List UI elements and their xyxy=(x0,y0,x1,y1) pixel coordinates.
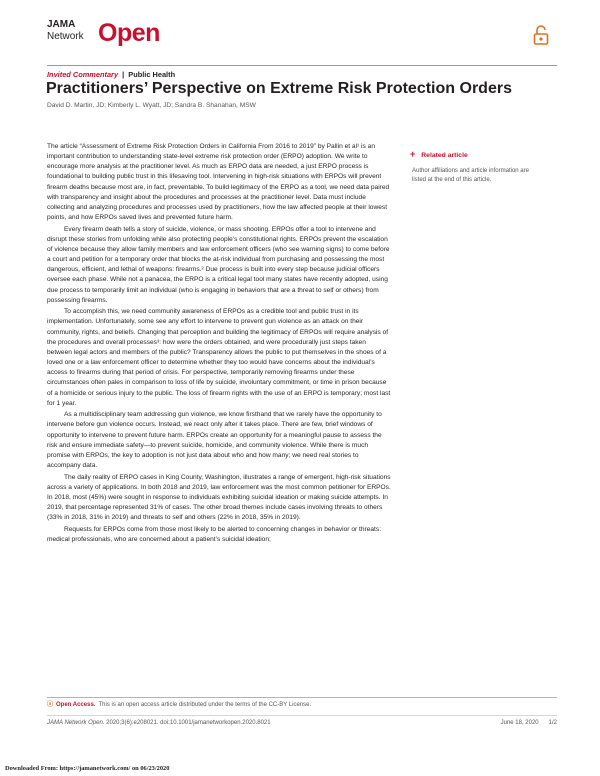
article-authors: David D. Martin, JD; Kimberly L. Wyatt, JD; Sandra B. Shanahan, MSW xyxy=(47,102,256,109)
article-body xyxy=(47,142,392,546)
footer-date-page xyxy=(470,719,557,727)
open-access-text: This is an open access article distributed under the terms of the CC-BY License. xyxy=(98,702,312,708)
related-article-link[interactable] xyxy=(410,150,468,160)
logo-network-text: Network xyxy=(47,31,84,42)
article-section-label xyxy=(47,70,175,79)
download-stamp: Downloaded From: https://jamanetwork.com/ on 06/23/2020 xyxy=(5,765,170,772)
open-access-icon: ⓐ xyxy=(47,702,54,708)
logo-jama-text: JAMA xyxy=(47,19,76,30)
footer-journal: JAMA Network Open. xyxy=(47,720,105,726)
footer-divider xyxy=(47,715,557,716)
body-paragraph: Every firearm death tells a story of suicide, violence, or mass shooting. ERPOs offer a tool to intervene and disrupt these stories from unfolding while also protecting people’s constitutional rights. ERPOs prevent the escalation of violence because they allow family members and law enforcement officers (who see warning signs) to come before a court and petition for a temporary order that blocks the at-risk individual from purchasing and possessing the most dangerous, efficient, and lethal of weapons: firearms.² Due process is built into every step because judicial officers oversee each phase. While not a panacea, the ERPO is a critical legal tool many states have recently adopted, using due process to temporarily limit an individual (who is engaging in behaviors that are a threat to self or others) from possessing firearms. xyxy=(47,225,390,304)
logo-open-text: Open xyxy=(98,19,160,47)
body-paragraph: The daily reality of ERPO cases in King County, Washington, illustrates a range of emergent, high-risk situations across a variety of applications. In both 2018 and 2019, law enforcement was the most common petitioner for ERPOs. In 2018, most (45%) were sought in response to individuals exhibiting suicidal ideation or making suicide attempts. In 2019, that percentage represented 31% of cases. The other broad themes include cases involving threats to others (33% in 2018, 31% in 2019) and threats to self and others (22% in 2018, 35% in 2019). xyxy=(47,473,391,522)
footer-citation xyxy=(47,719,271,727)
related-article-label: Related article xyxy=(421,152,468,159)
header-divider xyxy=(47,65,557,66)
footer-page-number: 1/2 xyxy=(548,720,557,726)
section-separator: | xyxy=(122,70,125,79)
open-access-lock-icon xyxy=(533,24,549,46)
body-paragraph: As a multidisciplinary team addressing gun violence, we know firsthand that we rarely have the opportunity to intervene before gun violence occurs. Instead, we react only after it takes place. There are few, brief windows of opportunity to intervene to prevent future harm. ERPOs create an opportunity for a meaningful pause to assess the risk and ensure immediate safety—to prevent suicide, homicide, and community violence. While there is much promise with ERPOs, the key to adoption is not just data about who and how many; we need real stories to accompany data. xyxy=(47,411,382,470)
open-access-label: Open Access. xyxy=(56,702,96,708)
article-title: Practitioners’ Perspective on Extreme Risk Protection Orders xyxy=(46,80,512,97)
author-affiliations-note: Author affiliations and article information are listed at the end of this article. xyxy=(412,168,529,183)
footer-date: June 18, 2020 xyxy=(500,720,539,726)
open-access-notice xyxy=(47,701,311,709)
plus-icon: + xyxy=(410,149,416,159)
jama-network-open-logo xyxy=(47,20,177,54)
article-topic: Public Health xyxy=(128,70,176,79)
body-paragraph: To accomplish this, we need community awareness of ERPOs as a credible tool and public trust in its implementation. Unfortunately, some see any effort to intervene to prevent gun violence as an attack on their community, rights, and beliefs. Changing that perception and building the legitimacy of ERPOs will require analysis of the procedures and overall processes³: how were the orders obtained, and were procedurally just steps taken between legal actors and members of the public? Transparency allows the public to put themselves in the shoes of a loved one or a law enforcement officer to determine whether they too would have concerns about the individual’s access to firearms during that period of crisis. For perspective, temporarily removing firearms under these circumstances often pales in comparison to loss of life by suicide, involuntary commitment, or time in prison because of a homicide or serious injury to the public. The loss of firearm rights with the use of an ERPO is temporary; most last for 1 year. xyxy=(47,308,391,407)
body-bottom-divider xyxy=(47,697,557,698)
article-type: Invited Commentary xyxy=(47,70,119,79)
footer-doi: 2020;3(6):e208021. doi:10.1001/jamanetworkopen.2020.8021 xyxy=(104,720,271,726)
body-paragraph: Requests for ERPOs come from those most likely to be alerted to concerning changes in behavior or threats: medical professionals, who are concerned about a patient’s suicidal ideation; xyxy=(47,525,382,543)
body-paragraph: The article “Assessment of Extreme Risk Protection Orders in California From 2016 to 2019” by Pallin et al¹ is an important contribution to understanding state-level extreme risk protection order (ERPO) adoption. We write to encourage more analysis at the practitioner level. As much as ERPO data are needed, a just ERPO process is foundational to building public trust in this lifesaving tool. Intervening in high-risk situations with ERPOs will prevent firearm deaths because most are, in fact, preventable. To build legitimacy of the ERPO as a tool, we need data paired with transparency and insight about the procedures and processes at the practitioner level. Data must include collecting and analyzing procedures and processes used by practitioners, how the law affected people at their lowest points, and how ERPOs saved lives and prevented future harm. xyxy=(47,143,390,222)
